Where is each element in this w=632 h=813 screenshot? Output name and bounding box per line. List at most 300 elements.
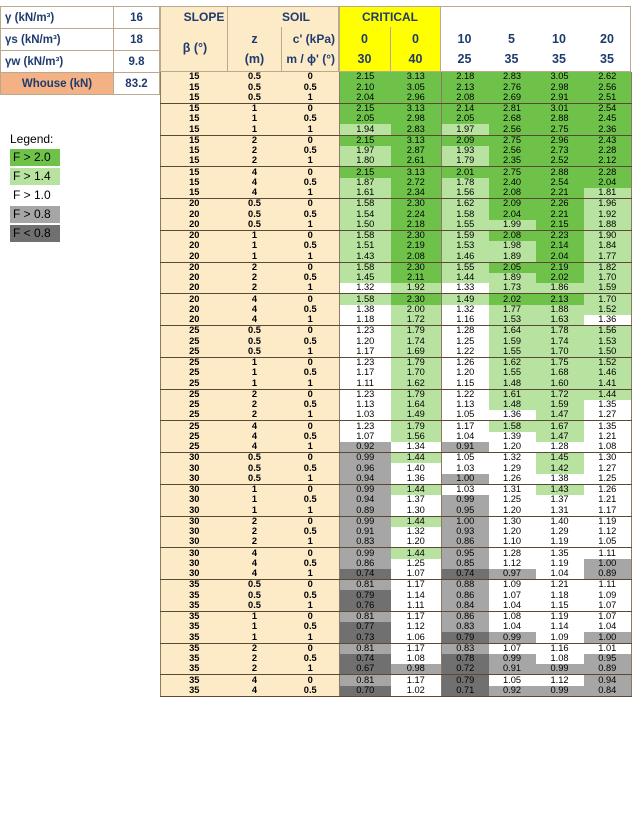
- legend-item-f08: F > 0.8: [10, 206, 60, 223]
- safety-factor-cell: 2.87: [391, 146, 442, 156]
- safety-factor-cell: 2.09: [489, 199, 536, 210]
- safety-factor-cell: 0.99: [536, 664, 584, 675]
- table-row: [161, 632, 632, 643]
- safety-factor-cell: 1.09: [536, 632, 584, 643]
- safety-factor-cell: 1.44: [442, 273, 489, 283]
- safety-factor-cell: 1.75: [536, 357, 584, 368]
- beta-cell: 15: [161, 178, 228, 188]
- safety-factor-cell: 1.17: [391, 580, 442, 591]
- safety-factor-cell: 0.73: [340, 632, 391, 643]
- c-value: 0: [412, 32, 419, 46]
- z-cell: 2: [228, 156, 282, 167]
- safety-factor-cell: 2.08: [489, 188, 536, 199]
- legend-item-f20: F > 2.0: [10, 149, 60, 166]
- safety-factor-cell: 2.88: [536, 114, 584, 124]
- m-cell: 0.5: [282, 400, 340, 410]
- legend-item-f10: F > 1.0: [10, 187, 60, 204]
- table-row: [161, 273, 632, 283]
- safety-factor-cell: 1.32: [442, 305, 489, 315]
- param-value: 9.8: [114, 51, 160, 73]
- table-row: [161, 357, 632, 368]
- safety-factor-cell: 2.08: [442, 93, 489, 104]
- m-cell: 0.5: [282, 273, 340, 283]
- safety-factor-cell: 1.17: [340, 368, 391, 378]
- safety-factor-cell: 0.94: [584, 675, 632, 686]
- safety-factor-cell: 1.61: [489, 389, 536, 400]
- beta-cell: 35: [161, 601, 228, 612]
- m-cell: 1: [282, 569, 340, 580]
- table-row: [161, 220, 632, 231]
- safety-factor-cell: 1.69: [391, 347, 442, 358]
- z-cell: 1: [228, 103, 282, 114]
- safety-factor-cell: 1.56: [584, 326, 632, 337]
- m-cell: 0: [282, 357, 340, 368]
- safety-factor-cell: 2.52: [536, 156, 584, 167]
- safety-factor-cell: 1.31: [489, 484, 536, 495]
- z-cell: 2: [228, 654, 282, 664]
- z-cell: 2: [228, 643, 282, 654]
- safety-factor-cell: 1.29: [489, 463, 536, 473]
- safety-factor-cell: 1.00: [442, 516, 489, 527]
- beta-cell: 35: [161, 590, 228, 600]
- m-cell: 0: [282, 453, 340, 464]
- safety-factor-cell: 1.05: [442, 410, 489, 421]
- beta-cell: 30: [161, 495, 228, 505]
- z-cell: 4: [228, 294, 282, 305]
- z-header: z: [251, 32, 258, 46]
- safety-factor-cell: 1.61: [340, 188, 391, 199]
- m-cell: 0: [282, 421, 340, 432]
- safety-factor-cell: 1.45: [536, 453, 584, 464]
- safety-factor-cell: 1.52: [584, 357, 632, 368]
- phi-value: 35: [504, 52, 519, 66]
- safety-factor-cell: 2.69: [489, 93, 536, 104]
- safety-factor-cell: 0.74: [340, 654, 391, 664]
- safety-factor-cell: 0.95: [442, 505, 489, 516]
- safety-factor-cell: 1.31: [536, 505, 584, 516]
- safety-factor-cell: 1.68: [536, 368, 584, 378]
- safety-factor-cell: 1.28: [442, 326, 489, 337]
- m-cell: 0.5: [282, 559, 340, 569]
- beta-cell: 25: [161, 368, 228, 378]
- safety-factor-cell: 1.04: [442, 432, 489, 442]
- beta-cell: 20: [161, 251, 228, 262]
- safety-factor-cell: 2.00: [391, 305, 442, 315]
- beta-cell: 35: [161, 654, 228, 664]
- m-cell: 0: [282, 230, 340, 241]
- c-label: c' (kPa): [292, 32, 335, 46]
- safety-factor-cell: 1.54: [340, 209, 391, 219]
- safety-factor-cell: 1.38: [536, 474, 584, 485]
- safety-factor-cell: 1.58: [340, 262, 391, 273]
- safety-factor-cell: 2.43: [584, 135, 632, 146]
- table-row: [161, 230, 632, 241]
- z-cell: 2: [228, 273, 282, 283]
- safety-factor-cell: 1.22: [442, 347, 489, 358]
- safety-factor-cell: 2.24: [391, 209, 442, 219]
- safety-factor-cell: 0.78: [442, 654, 489, 664]
- z-cell: 4: [228, 432, 282, 442]
- table-row: [161, 283, 632, 294]
- z-cell: 4: [228, 442, 282, 453]
- beta-cell: 30: [161, 569, 228, 580]
- safety-factor-cell: 2.73: [536, 146, 584, 156]
- safety-factor-cell: 1.79: [391, 357, 442, 368]
- safety-factor-cell: 1.58: [489, 421, 536, 432]
- safety-factor-cell: 2.04: [536, 251, 584, 262]
- table-row: [161, 664, 632, 675]
- safety-factor-cell: 2.02: [489, 294, 536, 305]
- safety-factor-cell: 2.04: [340, 93, 391, 104]
- safety-factor-cell: 0.72: [442, 664, 489, 675]
- safety-factor-cell: 2.18: [442, 72, 489, 82]
- beta-cell: 15: [161, 93, 228, 104]
- safety-factor-cell: 2.96: [536, 135, 584, 146]
- c-value: 10: [457, 32, 472, 46]
- safety-factor-cell: 2.83: [489, 72, 536, 82]
- safety-factor-cell: 0.91: [340, 527, 391, 537]
- m-cell: 0: [282, 389, 340, 400]
- z-cell: 2: [228, 516, 282, 527]
- safety-factor-cell: 1.56: [391, 432, 442, 442]
- table-row: [161, 188, 632, 199]
- m-cell: 1: [282, 251, 340, 262]
- safety-factor-cell: 2.96: [391, 93, 442, 104]
- m-cell: 1: [282, 347, 340, 358]
- param-row-gamma-s: [1, 29, 160, 51]
- safety-factor-cell: 1.08: [391, 654, 442, 664]
- param-value: 18: [114, 29, 160, 51]
- beta-header: β (°): [182, 41, 208, 55]
- c-value: 20: [600, 32, 614, 46]
- z-cell: 1: [228, 378, 282, 389]
- table-row: [161, 474, 632, 485]
- safety-factor-cell: 1.55: [442, 262, 489, 273]
- m-cell: 0: [282, 675, 340, 686]
- parameter-table: [0, 6, 160, 95]
- safety-factor-cell: 2.83: [391, 124, 442, 135]
- z-cell: 1: [228, 632, 282, 643]
- m-cell: 0.5: [282, 178, 340, 188]
- safety-factor-cell: 1.74: [536, 336, 584, 346]
- safety-factor-cell: 1.10: [489, 537, 536, 548]
- z-cell: 2: [228, 400, 282, 410]
- safety-factor-cell: 1.40: [536, 516, 584, 527]
- table-row: [161, 516, 632, 527]
- beta-cell: 35: [161, 611, 228, 622]
- safety-factor-cell: 1.94: [340, 124, 391, 135]
- legend-item-f14: F > 1.4: [10, 168, 60, 185]
- safety-factor-cell: 2.34: [391, 188, 442, 199]
- beta-cell: 30: [161, 484, 228, 495]
- safety-factor-cell: 1.92: [391, 283, 442, 294]
- beta-cell: 15: [161, 114, 228, 124]
- m-cell: 0.5: [282, 146, 340, 156]
- table-row: [161, 453, 632, 464]
- safety-factor-cell: 1.21: [584, 432, 632, 442]
- safety-factor-cell: 0.99: [442, 495, 489, 505]
- safety-factor-cell: 1.04: [489, 622, 536, 632]
- safety-factor-cell: 0.81: [340, 675, 391, 686]
- beta-cell: 15: [161, 103, 228, 114]
- beta-cell: 25: [161, 432, 228, 442]
- m-cell: 1: [282, 188, 340, 199]
- safety-factor-cell: 1.93: [442, 146, 489, 156]
- safety-factor-cell: 1.70: [584, 273, 632, 283]
- safety-factor-cell: 1.80: [340, 156, 391, 167]
- safety-factor-cell: 1.99: [489, 220, 536, 231]
- m-cell: 1: [282, 474, 340, 485]
- safety-factor-cell: 2.62: [584, 72, 632, 82]
- safety-factor-cell: 1.63: [536, 315, 584, 326]
- safety-factor-cell: 2.23: [536, 230, 584, 241]
- safety-factor-cell: 2.14: [536, 241, 584, 251]
- z-cell: 1: [228, 124, 282, 135]
- safety-factor-cell: 0.67: [340, 664, 391, 675]
- safety-factor-cell: 0.99: [340, 516, 391, 527]
- m-cell: 1: [282, 601, 340, 612]
- safety-factor-cell: 2.51: [584, 93, 632, 104]
- safety-factor-cell: 0.95: [584, 654, 632, 664]
- beta-cell: 15: [161, 82, 228, 92]
- safety-factor-cell: 3.13: [391, 167, 442, 178]
- beta-cell: 15: [161, 72, 228, 82]
- z-cell: 0.5: [228, 82, 282, 92]
- table-row: [161, 114, 632, 124]
- safety-factor-cell: 0.99: [340, 548, 391, 559]
- c-value: 5: [508, 32, 515, 46]
- safety-factor-cell: 2.11: [391, 273, 442, 283]
- safety-factor-cell: 0.83: [442, 622, 489, 632]
- table-row: [161, 580, 632, 591]
- table-row: [161, 654, 632, 664]
- z-cell: 4: [228, 675, 282, 686]
- safety-factor-cell: 1.97: [340, 146, 391, 156]
- z-cell: 0.5: [228, 209, 282, 219]
- z-cell: 1: [228, 505, 282, 516]
- m-cell: 0: [282, 516, 340, 527]
- safety-factor-cell: 1.88: [584, 220, 632, 231]
- safety-factor-cell: 0.84: [584, 686, 632, 697]
- safety-factor-cell: 1.70: [584, 294, 632, 305]
- safety-factor-cell: 2.13: [536, 294, 584, 305]
- beta-cell: 30: [161, 516, 228, 527]
- phi-label: m / ϕ' (°): [286, 52, 335, 66]
- safety-factor-cell: 0.99: [489, 654, 536, 664]
- safety-factor-cell: 2.19: [536, 262, 584, 273]
- safety-factor-cell: 1.23: [340, 357, 391, 368]
- safety-factor-cell: 0.93: [442, 527, 489, 537]
- safety-factor-cell: 1.72: [391, 315, 442, 326]
- safety-factor-cell: 1.46: [442, 251, 489, 262]
- m-cell: 0.5: [282, 686, 340, 697]
- z-cell: 1: [228, 230, 282, 241]
- safety-factor-cell: 1.62: [442, 199, 489, 210]
- beta-cell: 25: [161, 326, 228, 337]
- table-row: [161, 421, 632, 432]
- safety-factor-cell: 1.84: [584, 241, 632, 251]
- m-cell: 0: [282, 199, 340, 210]
- table-row: [161, 611, 632, 622]
- m-cell: 0.5: [282, 590, 340, 600]
- safety-factor-cell: 1.62: [489, 357, 536, 368]
- z-cell: 2: [228, 135, 282, 146]
- z-unit: (m): [244, 52, 265, 66]
- safety-factor-cell: 1.59: [536, 400, 584, 410]
- phi-value: 30: [357, 52, 372, 66]
- safety-factor-cell: 0.81: [340, 580, 391, 591]
- safety-factor-cell: 2.35: [489, 156, 536, 167]
- z-cell: 0.5: [228, 347, 282, 358]
- z-cell: 1: [228, 241, 282, 251]
- safety-factor-cell: 1.70: [391, 368, 442, 378]
- safety-factor-cell: 1.00: [584, 559, 632, 569]
- z-cell: 2: [228, 527, 282, 537]
- safety-factor-cell: 1.58: [442, 209, 489, 219]
- safety-factor-cell: 0.74: [340, 569, 391, 580]
- safety-factor-cell: 0.99: [489, 632, 536, 643]
- safety-factor-cell: 1.13: [442, 400, 489, 410]
- m-cell: 0: [282, 135, 340, 146]
- m-cell: 0.5: [282, 654, 340, 664]
- safety-factor-cell: 1.56: [442, 188, 489, 199]
- safety-factor-cell: 0.95: [442, 548, 489, 559]
- m-cell: 1: [282, 632, 340, 643]
- m-cell: 0: [282, 294, 340, 305]
- beta-cell: 30: [161, 559, 228, 569]
- safety-factor-cell: 1.79: [391, 326, 442, 337]
- safety-factor-cell: 1.90: [584, 230, 632, 241]
- safety-factor-cell: 1.00: [442, 474, 489, 485]
- safety-factor-cell: 1.59: [442, 230, 489, 241]
- safety-factor-cell: 1.79: [442, 156, 489, 167]
- table-row: [161, 124, 632, 135]
- safety-factor-cell: 1.20: [442, 368, 489, 378]
- safety-factor-cell: 0.81: [340, 643, 391, 654]
- safety-factor-cell: 2.30: [391, 294, 442, 305]
- safety-factor-cell: 1.01: [584, 643, 632, 654]
- safety-factor-cell: 2.28: [584, 146, 632, 156]
- table-row: [161, 442, 632, 453]
- safety-factor-cell: 2.21: [536, 209, 584, 219]
- table-row: [161, 463, 632, 473]
- m-cell: 0.5: [282, 463, 340, 473]
- safety-factor-cell: 1.12: [584, 527, 632, 537]
- safety-factor-cell: 1.98: [489, 241, 536, 251]
- safety-factor-cell: 1.16: [442, 315, 489, 326]
- z-cell: 4: [228, 315, 282, 326]
- safety-factor-cell: 2.13: [442, 82, 489, 92]
- m-cell: 1: [282, 664, 340, 675]
- safety-factor-cell: 1.35: [584, 421, 632, 432]
- table-row: [161, 410, 632, 421]
- safety-factor-cell: 0.79: [442, 675, 489, 686]
- m-cell: 1: [282, 220, 340, 231]
- critical-header: CRITICAL: [362, 10, 418, 24]
- safety-factor-cell: 0.99: [340, 484, 391, 495]
- table-row: [161, 72, 632, 82]
- legend-items: [10, 149, 60, 242]
- safety-factor-cell: 1.20: [489, 505, 536, 516]
- whouse-label: Whouse (kN): [1, 73, 114, 95]
- z-cell: 0.5: [228, 72, 282, 82]
- safety-factor-cell: 1.21: [584, 495, 632, 505]
- safety-factor-cell: 0.81: [340, 611, 391, 622]
- safety-factor-cell: 3.13: [391, 103, 442, 114]
- m-cell: 0.5: [282, 495, 340, 505]
- table-row: [161, 82, 632, 92]
- safety-factor-cell: 2.56: [489, 146, 536, 156]
- z-cell: 0.5: [228, 590, 282, 600]
- safety-factor-cell: 1.40: [391, 463, 442, 473]
- table-row: [161, 559, 632, 569]
- safety-factor-cell: 3.05: [536, 72, 584, 82]
- safety-factor-cell: 0.99: [536, 686, 584, 697]
- beta-cell: 20: [161, 220, 228, 231]
- beta-cell: 35: [161, 675, 228, 686]
- safety-factor-cell: 2.15: [340, 103, 391, 114]
- m-cell: 1: [282, 537, 340, 548]
- safety-factor-cell: 1.58: [340, 199, 391, 210]
- safety-factor-cell: 1.23: [340, 326, 391, 337]
- safety-factor-cell: 1.02: [391, 686, 442, 697]
- safety-factor-cell: 2.75: [489, 135, 536, 146]
- safety-factor-cell: 2.26: [536, 199, 584, 210]
- z-cell: 1: [228, 357, 282, 368]
- safety-factor-cell: 1.89: [489, 273, 536, 283]
- safety-factor-cell: 1.88: [536, 305, 584, 315]
- safety-factor-cell: 1.43: [536, 484, 584, 495]
- safety-factor-cell: 1.26: [489, 474, 536, 485]
- safety-factor-cell: 2.54: [584, 103, 632, 114]
- safety-factor-cell: 3.05: [391, 82, 442, 92]
- table-row: [161, 178, 632, 188]
- z-cell: 0.5: [228, 601, 282, 612]
- table-row: [161, 484, 632, 495]
- safety-factor-cell: 1.48: [489, 378, 536, 389]
- table-row: [161, 527, 632, 537]
- safety-factor-cell: 1.05: [442, 453, 489, 464]
- m-cell: 0: [282, 548, 340, 559]
- beta-cell: 15: [161, 124, 228, 135]
- z-cell: 1: [228, 251, 282, 262]
- safety-factor-cell: 0.92: [340, 442, 391, 453]
- legend: [10, 132, 60, 244]
- beta-cell: 25: [161, 389, 228, 400]
- safety-factor-cell: 2.15: [340, 72, 391, 82]
- safety-factor-cell: 1.64: [489, 326, 536, 337]
- table-row: [161, 167, 632, 178]
- safety-factor-cell: 1.53: [584, 336, 632, 346]
- m-cell: 0: [282, 484, 340, 495]
- safety-factor-cell: 0.86: [442, 537, 489, 548]
- safety-factor-cell: 1.42: [536, 463, 584, 473]
- safety-factor-cell: 1.23: [340, 421, 391, 432]
- safety-factor-cell: 1.92: [584, 209, 632, 219]
- safety-factor-cell: 1.05: [584, 537, 632, 548]
- beta-cell: 30: [161, 548, 228, 559]
- table-row: [161, 262, 632, 273]
- safety-factor-cell: 1.43: [340, 251, 391, 262]
- whouse-value: 83.2: [114, 73, 160, 95]
- phi-value: 25: [457, 52, 472, 66]
- z-cell: 2: [228, 664, 282, 675]
- safety-factor-cell: 0.76: [340, 601, 391, 612]
- safety-factor-cell: 2.68: [489, 114, 536, 124]
- safety-factor-cell: 1.32: [340, 283, 391, 294]
- safety-factor-cell: 1.20: [489, 442, 536, 453]
- safety-factor-cell: 1.59: [584, 283, 632, 294]
